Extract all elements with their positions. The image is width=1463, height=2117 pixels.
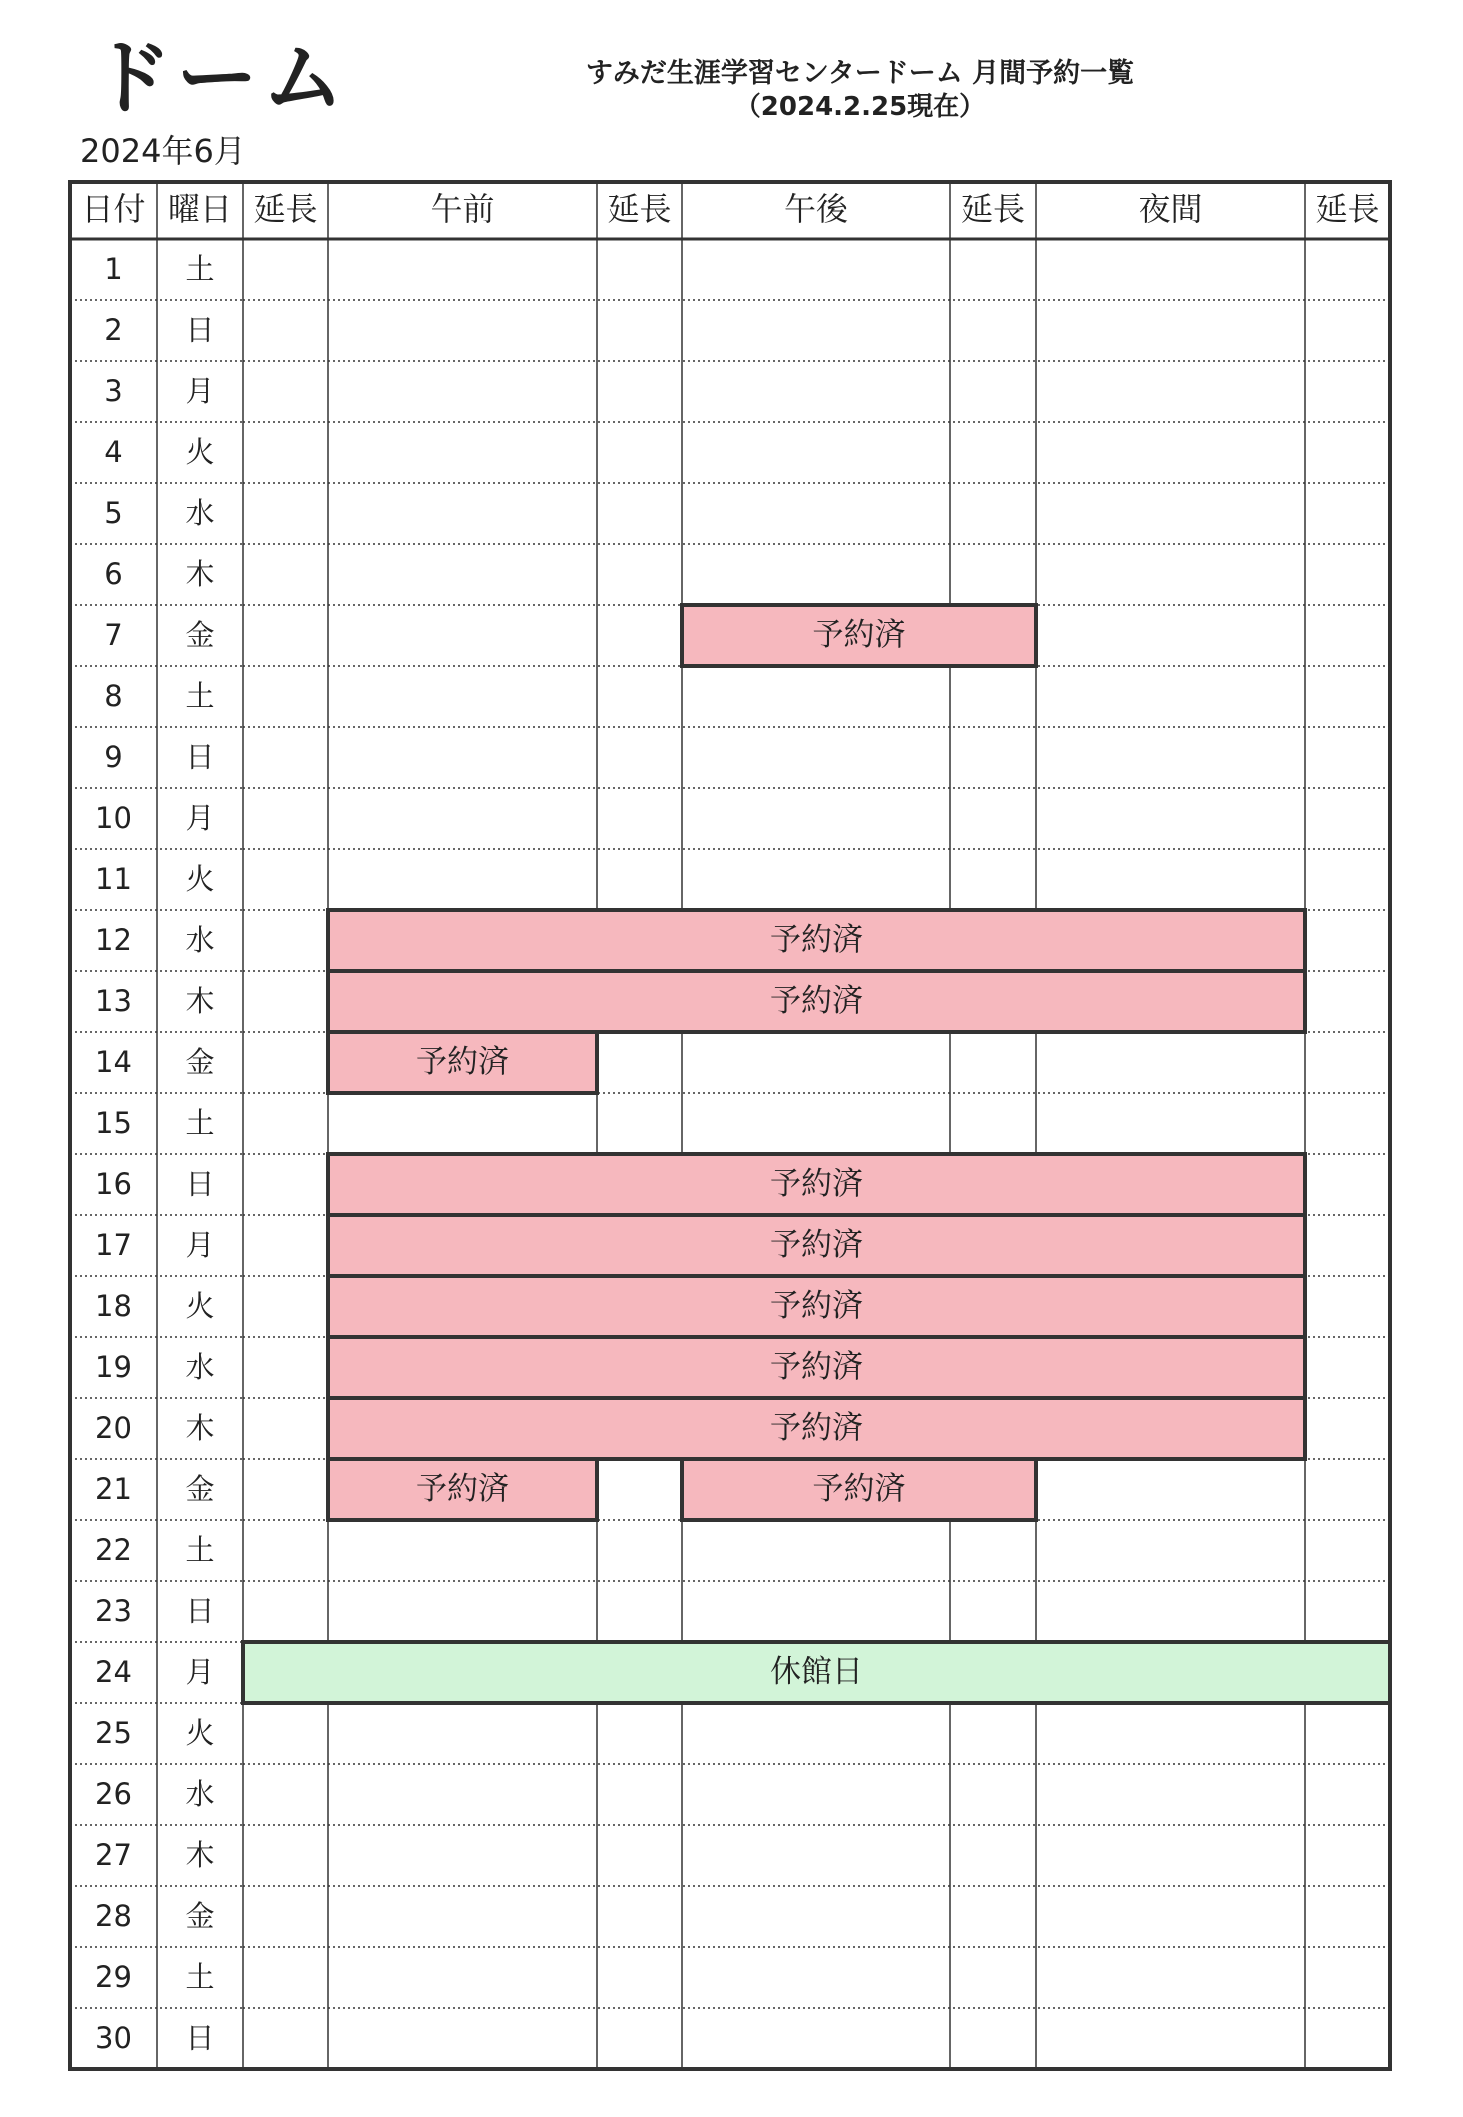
weekday-cell: 水 xyxy=(185,496,215,530)
weekday-cell: 土 xyxy=(185,1533,215,1567)
weekday-cell: 木 xyxy=(185,1411,215,1445)
date-cell: 3 xyxy=(104,374,123,408)
date-cell: 1 xyxy=(104,252,123,286)
reserved-block: 予約済 xyxy=(680,603,1038,668)
weekday-cell: 日 xyxy=(185,740,215,774)
page-big-title: ドーム xyxy=(90,31,349,126)
weekday-cell: 日 xyxy=(185,2021,215,2055)
date-cell: 4 xyxy=(104,435,123,469)
reserved-block: 予約済 xyxy=(326,1335,1307,1400)
weekday-cell: 金 xyxy=(185,1472,215,1506)
weekday-cell: 日 xyxy=(185,1594,215,1628)
column-header: 日付 xyxy=(81,190,146,228)
weekday-cell: 火 xyxy=(185,435,215,469)
date-cell: 29 xyxy=(95,1960,132,1994)
date-cell: 6 xyxy=(104,557,123,591)
date-cell: 12 xyxy=(95,923,132,957)
date-cell: 10 xyxy=(95,801,132,835)
weekday-cell: 金 xyxy=(185,1045,215,1079)
date-cell: 18 xyxy=(95,1289,132,1323)
column-header: 午前 xyxy=(430,190,495,228)
reserved-block: 予約済 xyxy=(326,1030,599,1095)
reserved-block: 予約済 xyxy=(326,908,1307,973)
weekday-cell: 土 xyxy=(185,1960,215,1994)
date-cell: 8 xyxy=(104,679,123,713)
date-cell: 16 xyxy=(95,1167,132,1201)
as-of-date: （2024.2.25現在） xyxy=(734,92,986,122)
weekday-cell: 月 xyxy=(185,374,215,408)
date-cell: 11 xyxy=(95,862,132,896)
weekday-cell: 月 xyxy=(185,801,215,835)
weekday-cell: 木 xyxy=(185,1838,215,1872)
date-cell: 14 xyxy=(95,1045,132,1079)
reserved-block: 予約済 xyxy=(326,1152,1307,1217)
weekday-cell: 月 xyxy=(185,1655,215,1689)
closed-day-block: 休館日 xyxy=(241,1640,1392,1705)
reserved-block: 予約済 xyxy=(326,1396,1307,1461)
weekday-cell: 金 xyxy=(185,618,215,652)
weekday-cell: 月 xyxy=(185,1228,215,1262)
column-header: 夜間 xyxy=(1138,190,1203,228)
column-header: 延長 xyxy=(253,190,318,228)
column-header: 延長 xyxy=(960,190,1025,228)
date-cell: 13 xyxy=(95,984,132,1018)
date-cell: 5 xyxy=(104,496,123,530)
reserved-block: 予約済 xyxy=(326,1457,599,1522)
date-cell: 28 xyxy=(95,1899,132,1933)
date-cell: 23 xyxy=(95,1594,132,1628)
weekday-cell: 金 xyxy=(185,1899,215,1933)
document-title: すみだ生涯学習センタードーム 月間予約一覧 xyxy=(585,58,1135,89)
table-border xyxy=(70,182,1390,2069)
date-cell: 24 xyxy=(95,1655,132,1689)
reserved-block: 予約済 xyxy=(326,1274,1307,1339)
column-header: 曜日 xyxy=(167,190,232,228)
date-cell: 27 xyxy=(95,1838,132,1872)
weekday-cell: 木 xyxy=(185,984,215,1018)
date-cell: 15 xyxy=(95,1106,132,1140)
weekday-cell: 日 xyxy=(185,1167,215,1201)
date-cell: 25 xyxy=(95,1716,132,1750)
column-header: 午後 xyxy=(783,190,848,228)
date-cell: 26 xyxy=(95,1777,132,1811)
date-cell: 22 xyxy=(95,1533,132,1567)
date-cell: 2 xyxy=(104,313,123,347)
weekday-cell: 日 xyxy=(185,313,215,347)
weekday-cell: 土 xyxy=(185,679,215,713)
weekday-cell: 土 xyxy=(185,1106,215,1140)
weekday-cell: 水 xyxy=(185,923,215,957)
reserved-block: 予約済 xyxy=(326,1213,1307,1278)
date-cell: 9 xyxy=(104,740,123,774)
column-header: 延長 xyxy=(1315,190,1380,228)
weekday-cell: 土 xyxy=(185,252,215,286)
month-label: 2024年6月 xyxy=(80,132,246,170)
weekday-cell: 火 xyxy=(185,1289,215,1323)
column-header: 延長 xyxy=(607,190,672,228)
weekday-cell: 木 xyxy=(185,557,215,591)
date-cell: 17 xyxy=(95,1228,132,1262)
date-cell: 7 xyxy=(104,618,123,652)
weekday-cell: 水 xyxy=(185,1350,215,1384)
date-cell: 21 xyxy=(95,1472,132,1506)
weekday-cell: 水 xyxy=(185,1777,215,1811)
weekday-cell: 火 xyxy=(185,862,215,896)
reserved-block: 予約済 xyxy=(680,1457,1038,1522)
date-cell: 19 xyxy=(95,1350,132,1384)
weekday-cell: 火 xyxy=(185,1716,215,1750)
date-cell: 20 xyxy=(95,1411,132,1445)
reserved-block: 予約済 xyxy=(326,969,1307,1034)
date-cell: 30 xyxy=(95,2021,132,2055)
